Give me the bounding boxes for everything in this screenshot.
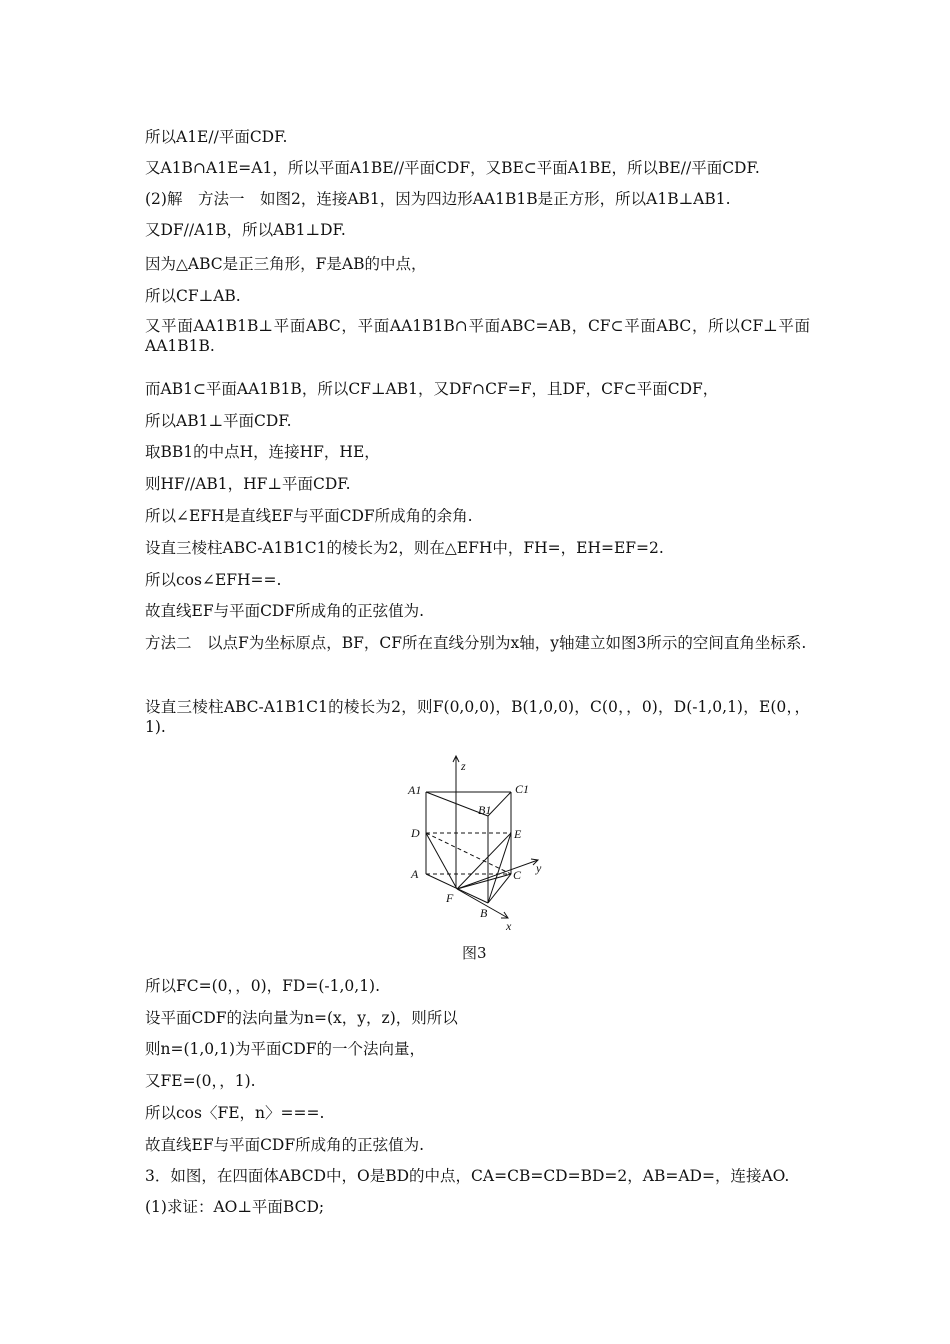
text-line-9: 所以AB1⊥平面CDF. [145, 412, 292, 430]
text-line-18: 所以FC=(0，，0)，FD=(-1,0,1). [145, 977, 381, 995]
label-z: z [461, 759, 466, 773]
text-line-14: 所以cos∠EFH==. [145, 571, 282, 589]
text-line-25: (1)求证：AO⊥平面BCD; [145, 1198, 325, 1216]
text-line-13: 设直三棱柱ABC-A1B1C1的棱长为2，则在△EFH中，FH=，EH=EF=2. [145, 539, 664, 557]
text-line-6: 所以CF⊥AB. [145, 287, 241, 305]
text-line-3: (2)解 方法一 如图2，连接AB1，因为四边形AA1B1B是正方形，所以A1B⊥AB1. [145, 190, 731, 208]
label-e: E [514, 827, 522, 841]
text-line-8: 而AB1⊂平面AA1B1B，所以CF⊥AB1，又DF∩CF=F，且DF，CF⊂平面CDF， [145, 380, 719, 398]
text-line-19: 设平面CDF的法向量为n=(x，y，z)，则所以 [145, 1009, 458, 1027]
segment-f-c [457, 874, 511, 889]
edge-b1-c1 [488, 792, 511, 816]
text-line-24: 3．如图，在四面体ABCD中，O是BD的中点，CA=CB=CD=BD=2，AB=AD=，连接AO. [145, 1167, 790, 1185]
prism-diagram [398, 752, 558, 934]
text-line-17: 设直三棱柱ABC-A1B1C1的棱长为2，则F(0,0,0)，B(1,0,0)，C(0，，0)，D(-1,0,1)，E(0，，1). [145, 698, 810, 736]
text-line-23: 故直线EF与平面CDF所成角的正弦值为. [145, 1136, 425, 1154]
text-line-7: 又平面AA1B1B⊥平面ABC，平面AA1B1B∩平面ABC=AB，CF⊂平面ABC，所以CF⊥平面AA1B1B. [145, 317, 810, 355]
text-line-1: 所以A1E//平面CDF. [145, 128, 288, 146]
text-line-12: 所以∠EFH是直线EF与平面CDF所成角的余角. [145, 507, 473, 525]
text-line-2: 又A1B∩A1E=A1，所以平面A1BE//平面CDF，又BE⊂平面A1BE，所以BE//平面CDF. [145, 159, 760, 177]
segment-d-f [426, 833, 457, 889]
text-line-21: 又FE=(0，，1). [145, 1072, 256, 1090]
prism-coordinate-figure [398, 752, 558, 934]
label-a: A [411, 867, 419, 881]
segment-b-e [488, 833, 511, 903]
figure-caption: 图3 [462, 944, 487, 962]
segment-f-e [457, 833, 511, 889]
label-c1: C1 [515, 782, 530, 796]
edge-b-c [488, 874, 511, 903]
label-d: D [411, 826, 420, 840]
text-line-22: 所以cos〈FE，n〉===. [145, 1104, 325, 1122]
segment-d-c [426, 833, 511, 874]
label-y: y [536, 861, 542, 875]
label-a1: A1 [408, 783, 422, 797]
text-line-10: 取BB1的中点H，连接HF，HE， [145, 443, 380, 461]
text-line-20: 则n=(1,0,1)为平面CDF的一个法向量， [145, 1040, 426, 1058]
text-line-5: 因为△ABC是正三角形，F是AB的中点， [145, 255, 427, 273]
text-line-16: 方法二 以点F为坐标原点，BF，CF所在直线分别为x轴，y轴建立如图3所示的空间直角坐标系. [145, 634, 807, 652]
label-b: B [480, 906, 488, 920]
label-c: C [513, 868, 522, 882]
label-f: F [446, 891, 454, 905]
label-x: x [506, 919, 512, 933]
label-b1: B1 [478, 803, 492, 817]
text-line-4: 又DF//A1B，所以AB1⊥DF. [145, 221, 346, 239]
text-line-11: 则HF//AB1，HF⊥平面CDF. [145, 475, 351, 493]
text-line-15: 故直线EF与平面CDF所成角的正弦值为. [145, 602, 425, 620]
